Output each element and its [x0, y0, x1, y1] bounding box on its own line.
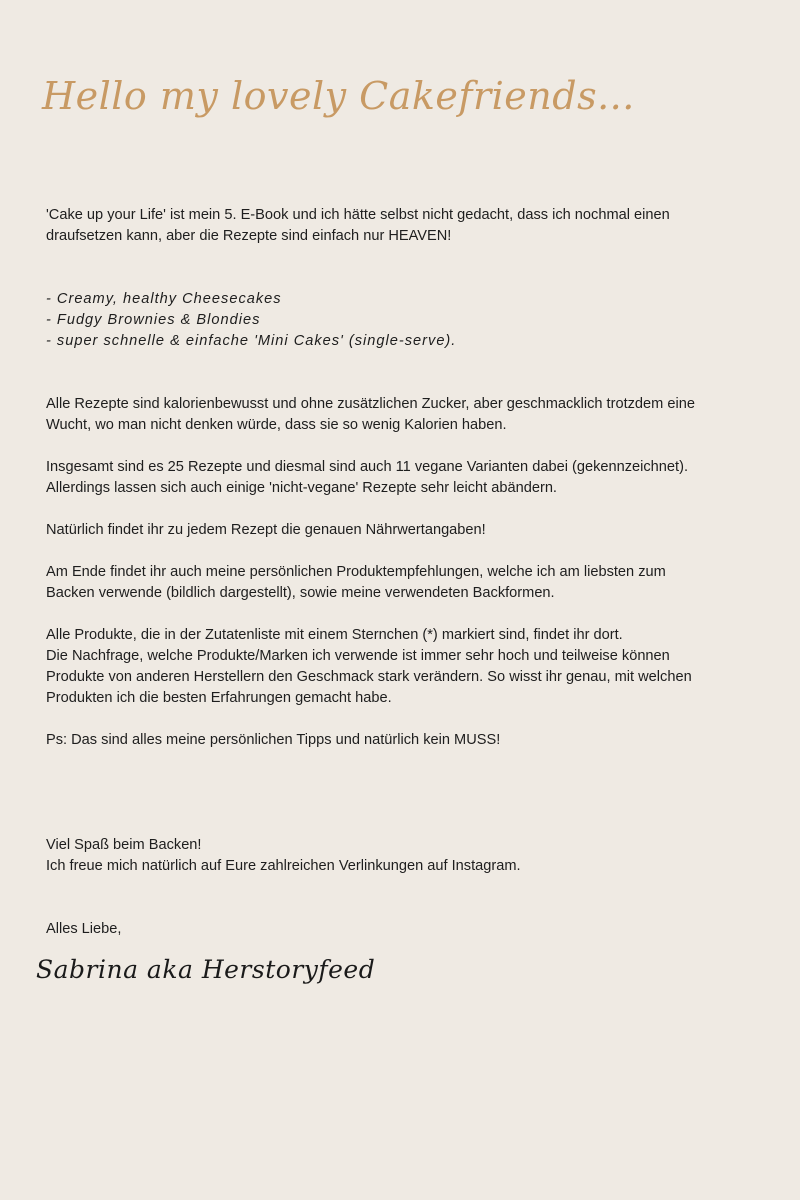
asterisk-paragraph	[46, 625, 746, 709]
text-line: Alle Produkte, die in der Zutatenliste mit einem Sternchen (*) markiert sind, findet ihr dort.	[46, 627, 623, 643]
calories-paragraph	[46, 394, 746, 436]
nutrition-paragraph	[46, 520, 746, 541]
ps-paragraph	[46, 730, 746, 751]
list-item: - Creamy, healthy Cheesecakes	[46, 291, 282, 307]
intro-paragraph	[46, 205, 746, 247]
text-line: Alle Rezepte sind kalorienbewusst und ohne zusätzlichen Zucker, aber geschmacklich trotzdem eine	[46, 396, 695, 412]
text-line: Die Nachfrage, welche Produkte/Marken ich verwende ist immer sehr hoch und teilweise können	[46, 648, 670, 664]
farewell-text: Alles Liebe,	[46, 921, 122, 937]
text-line: Natürlich findet ihr zu jedem Rezept die genauen Nährwertangaben!	[46, 522, 486, 538]
text-line: Allerdings lassen sich auch einige 'nicht-vegane' Rezepte sehr leicht abändern.	[46, 480, 557, 496]
text-line: Ps: Das sind alles meine persönlichen Tipps und natürlich kein MUSS!	[46, 732, 501, 748]
list-item: - Fudgy Brownies & Blondies	[46, 312, 261, 328]
signature: Sabrina aka Herstoryfeed	[36, 955, 376, 984]
recipes-paragraph	[46, 457, 746, 499]
text-line: Produkte von anderen Herstellern den Geschmack stark verändern. So wisst ihr genau, mit welchen	[46, 669, 692, 685]
text-line: Produkten ich die besten Erfahrungen gemacht habe.	[46, 690, 392, 706]
text-line: Insgesamt sind es 25 Rezepte und diesmal sind auch 11 vegane Varianten dabei (gekennzeichnet).	[46, 459, 688, 475]
text-line: Ich freue mich natürlich auf Eure zahlreichen Verlinkungen auf Instagram.	[46, 858, 521, 874]
text-line: draufsetzen kann, aber die Rezepte sind einfach nur HEAVEN!	[46, 228, 452, 244]
text-line: Backen verwende (bildlich dargestellt), sowie meine verwendeten Backformen.	[46, 585, 555, 601]
list-item: - super schnelle & einfache 'Mini Cakes' (single-serve).	[46, 333, 457, 349]
closing-paragraph	[46, 835, 746, 877]
products-paragraph	[46, 562, 746, 604]
text-line: 'Cake up your Life' ist mein 5. E-Book und ich hätte selbst nicht gedacht, dass ich nochmal einen	[46, 207, 670, 223]
highlights-list	[46, 289, 456, 352]
text-line: Wucht, wo man nicht denken würde, dass sie so wenig Kalorien haben.	[46, 417, 507, 433]
page-heading: Hello my lovely Cakefriends...	[42, 74, 635, 118]
text-line: Viel Spaß beim Backen!	[46, 837, 202, 853]
text-line: Am Ende findet ihr auch meine persönlichen Produktempfehlungen, welche ich am liebsten zum	[46, 564, 666, 580]
